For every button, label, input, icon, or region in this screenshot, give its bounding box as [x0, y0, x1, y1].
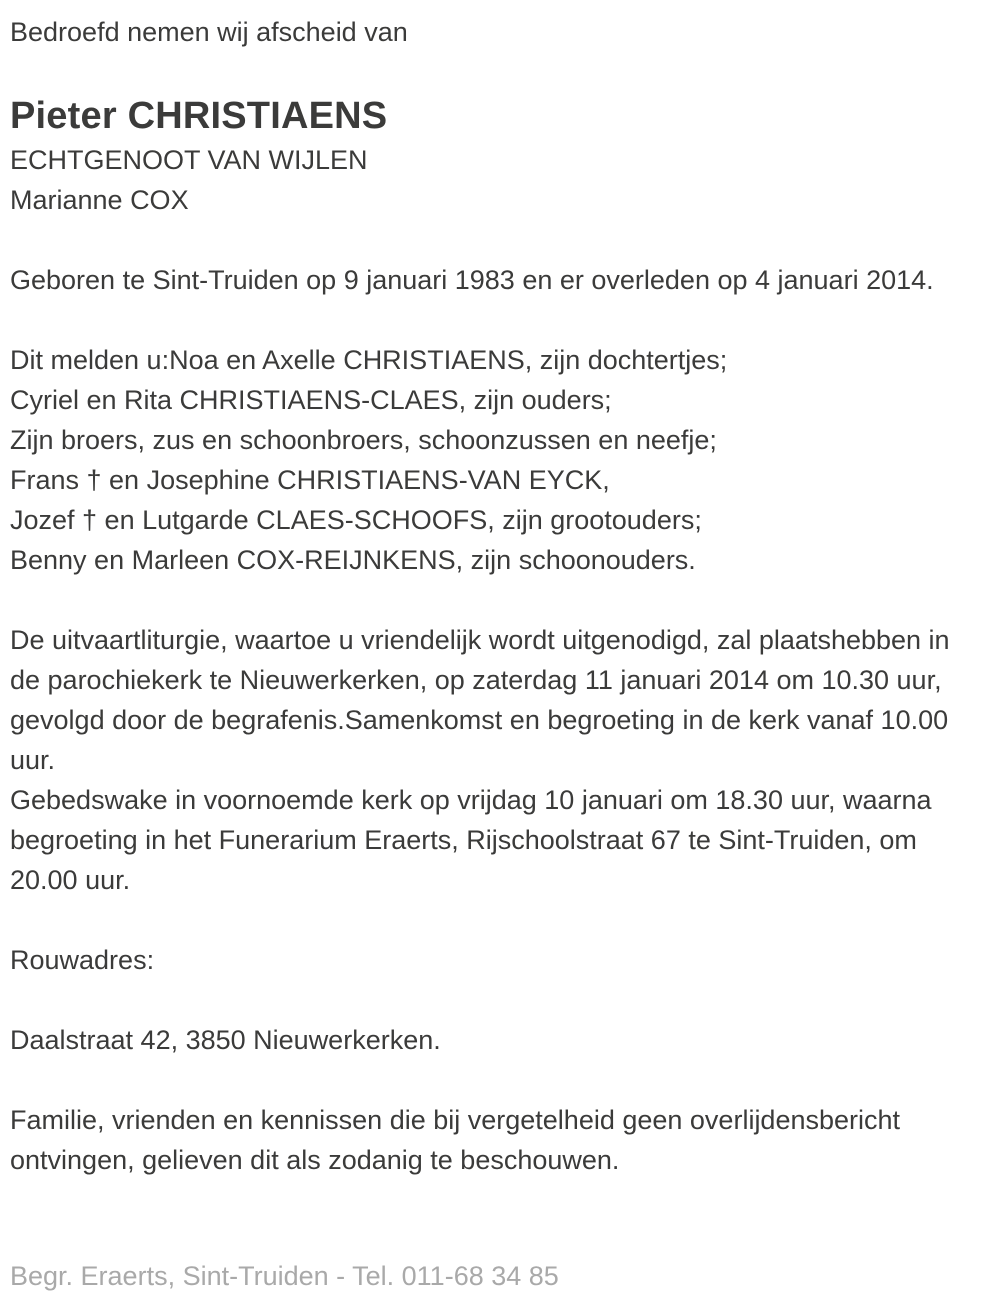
- header-block: [10, 92, 986, 220]
- family-line: Jozef † en Lutgarde CLAES-SCHOOFS, zijn grootouders;: [10, 505, 702, 535]
- spouse-name: Marianne COX: [10, 185, 189, 215]
- family-list: [10, 340, 986, 580]
- closing-paragraph: Familie, vrienden en kennissen die bij vergetelheid geen overlijdensbericht ontvingen, gelieven dit als zodanig te beschouwen.: [10, 1105, 901, 1175]
- family-line: Dit melden u:Noa en Axelle CHRISTIAENS, zijn dochtertjes;: [10, 345, 728, 375]
- service-paragraph: De uitvaartliturgie, waartoe u vriendelijk wordt uitgenodigd, zal plaatshebben in de parochiekerk te Nieuwerkerken, op zaterdag 11 januari 2014 om 10.30 uur, gevolgd door de begrafenis.Samenkomst en begroeting in de kerk vanaf 10.00 uur.: [10, 625, 950, 775]
- footer-line: Begr. Eraerts, Sint-Truiden - Tel. 011-68 34 85: [10, 1261, 559, 1291]
- family-line: Frans † en Josephine CHRISTIAENS-VAN EYCK,: [10, 465, 610, 495]
- family-line: Cyriel en Rita CHRISTIAENS-CLAES, zijn ouders;: [10, 385, 612, 415]
- family-line: Benny en Marleen COX-REIJNKENS, zijn schoonouders.: [10, 545, 696, 575]
- ceremony-block: [10, 620, 986, 900]
- intro-line: Bedroefd nemen wij afscheid van: [10, 17, 408, 47]
- mourning-address-label: Rouwadres:: [10, 945, 155, 975]
- spouse-label: ECHTGENOOT VAN WIJLEN: [10, 145, 368, 175]
- mourning-address: Daalstraat 42, 3850 Nieuwerkerken.: [10, 1025, 441, 1055]
- deceased-name: Pieter CHRISTIAENS: [10, 95, 388, 137]
- wake-paragraph: Gebedswake in voornoemde kerk op vrijdag 10 januari om 18.30 uur, waarna begroeting in het Funerarium Eraerts, Rijschoolstraat 67 te Sint-Truiden, om 20.00 uur.: [10, 785, 932, 895]
- birth-death-paragraph: Geboren te Sint-Truiden op 9 januari 1983 en er overleden op 4 januari 2014.: [10, 265, 934, 295]
- family-line: Zijn broers, zus en schoonbroers, schoonzussen en neefje;: [10, 425, 717, 455]
